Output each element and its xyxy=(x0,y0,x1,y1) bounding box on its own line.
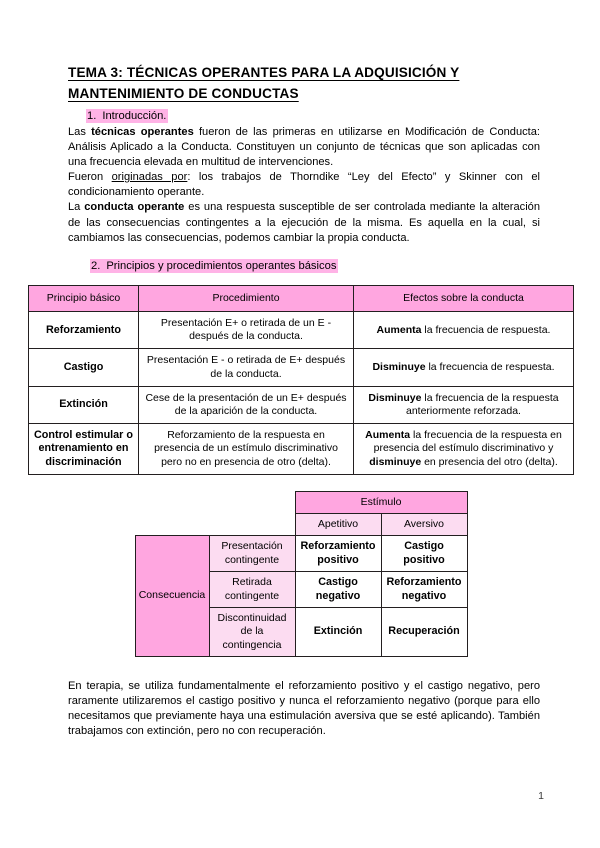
intro-p3-rest: es una respuesta susceptible de ser controlada mediante la alteración de las consecuencias contingentes a la ejecución de la misma. Es aquella en la cual, si cambiamos las consecuencias, podemos cambiar la propia conducta. xyxy=(68,201,540,244)
intro-p2-underlined: originadas por xyxy=(111,171,188,184)
table-row xyxy=(29,349,574,386)
efecto-keyword-2: disminuye xyxy=(369,455,422,468)
efecto-keyword: Aumenta xyxy=(365,429,411,442)
matrix-cell-castigo-negativo: Castigo negativo xyxy=(295,572,381,608)
cell-principio-castigo: Castigo xyxy=(29,349,139,386)
intro-p1-rest: fueron de las primeras en utilizarse en Modificación de Conducta: Análisis Aplicado a la Conducta. Constituyen un conjunto de técnicas que son aplicadas con una frecuencia elevada en multitud de intervenciones. xyxy=(68,126,541,169)
matrix-spacer-right xyxy=(209,513,295,535)
efecto-text: la frecuencia de la respuesta anteriormente reforzada. xyxy=(406,391,559,417)
intro-p3-prefix: La xyxy=(68,201,85,214)
cell-efecto-extincion xyxy=(354,386,574,423)
matrix-corner-spacer-right xyxy=(209,491,295,513)
section-2-label: Principios y procedimientos operantes básicos xyxy=(106,259,337,272)
section-1-label: Introducción. xyxy=(102,110,167,122)
intro-p3-bold: conducta operante xyxy=(84,201,185,214)
matrix-cell-recuperacion: Recuperación xyxy=(381,608,467,657)
paragraph-tecnicas-operantes xyxy=(68,125,540,170)
table-principios-basicos xyxy=(28,285,574,475)
th-procedimiento: Procedimiento xyxy=(139,285,354,311)
section-heading-introduccion xyxy=(68,108,540,124)
th-efectos: Efectos sobre la conducta xyxy=(354,285,574,311)
matrix-rowlabel-discontinuidad: Discontinuidad de la contingencia xyxy=(209,608,295,657)
matrix-col-header-row xyxy=(135,513,467,535)
intro-p2-rest: : los trabajos de Thorndike “Ley del Efecto” y Skinner con el condicionamiento operante. xyxy=(68,171,540,199)
intro-p2-prefix: Fueron xyxy=(68,171,112,184)
matrix-cell-reforzamiento-positivo: Reforzamiento positivo xyxy=(295,536,381,572)
matrix-corner-spacer-left xyxy=(135,491,209,513)
cell-efecto-castigo xyxy=(354,349,574,386)
cell-principio-reforzamiento: Reforzamiento xyxy=(29,311,139,348)
page-title-line-1: TEMA 3: TÉCNICAS OPERANTES PARA LA ADQUISICIÓN Y xyxy=(68,65,460,80)
matrix-cell-reforzamiento-negativo: Reforzamiento negativo xyxy=(381,572,467,608)
matrix-spacer-left xyxy=(135,513,209,535)
efecto-text: la frecuencia de respuesta. xyxy=(425,360,555,373)
cell-procedimiento-reforzamiento: Presentación E+ o retirada de un E - después de la conducta. xyxy=(139,311,354,348)
matrix-row-presentacion xyxy=(135,536,467,572)
matrix-rowlabel-presentacion-contingente: Presentación contingente xyxy=(209,536,295,572)
cell-efecto-reforzamiento xyxy=(354,311,574,348)
paragraph-closing-terapia: En terapia, se utiliza fundamentalmente el reforzamiento positivo y el castigo negativo, pero raramente utilizaremos el castigo positivo y nunca el reforzamiento negativo (porque para ello necesitamos que previamente haya una estimulación aversiva que se esté aplicando). También trabajamos con extinción, pero no con recuperación. xyxy=(68,679,540,738)
matrix-col-aversivo: Aversivo xyxy=(381,513,467,535)
matrix-col-apetitivo: Apetitivo xyxy=(295,513,381,535)
intro-p1-bold: técnicas operantes xyxy=(91,126,194,138)
matrix-group-header-row xyxy=(135,491,467,513)
cell-principio-control-estimular: Control estimular o entrenamiento en discriminación xyxy=(29,424,139,475)
matrix-col-group-estimulo: Estímulo xyxy=(295,491,467,513)
cell-procedimiento-control-estimular: Reforzamiento de la respuesta en presencia de un estímulo discriminativo pero no en presencia de otro (delta). xyxy=(139,424,354,475)
page-title xyxy=(68,62,540,104)
table-row xyxy=(29,386,574,423)
paragraph-conducta-operante xyxy=(68,200,540,245)
efecto-text: en presencia del otro (delta). xyxy=(421,455,558,468)
efecto-text: la frecuencia de respuesta. xyxy=(421,323,551,336)
paragraph-originadas-por xyxy=(68,170,540,200)
cell-principio-extincion: Extinción xyxy=(29,386,139,423)
table-header-row xyxy=(29,285,574,311)
matrix-cell-extincion: Extinción xyxy=(295,608,381,657)
matrix-row-group-consecuencia: Consecuencia xyxy=(135,536,209,657)
cell-procedimiento-castigo: Presentación E - o retirada de E+ después de la conducta. xyxy=(139,349,354,386)
th-principio-basico: Principio básico xyxy=(29,285,139,311)
table-estimulo-consecuencia xyxy=(135,491,468,657)
section-1-number: 1. xyxy=(87,110,97,122)
cell-efecto-control-estimular xyxy=(354,424,574,475)
table-row xyxy=(29,311,574,348)
matrix-cell-castigo-positivo: Castigo positivo xyxy=(381,536,467,572)
table-matriz-wrapper xyxy=(62,491,540,657)
section-heading-principios xyxy=(68,258,540,274)
page-title-line-2: MANTENIMIENTO DE CONDUCTAS xyxy=(68,86,299,101)
section-2-number: 2. xyxy=(91,259,101,272)
cell-procedimiento-extincion: Cese de la presentación de un E+ después de la aparición de la conducta. xyxy=(139,386,354,423)
efecto-keyword: Disminuye xyxy=(372,360,426,373)
table-row xyxy=(29,424,574,475)
efecto-keyword: Aumenta xyxy=(376,323,422,336)
intro-p1-prefix: Las xyxy=(68,126,92,138)
matrix-rowlabel-retirada-contingente: Retirada contingente xyxy=(209,572,295,608)
page-number: 1 xyxy=(538,790,544,802)
efecto-keyword: Disminuye xyxy=(368,391,422,404)
efecto-text-mid: la frecuencia de la respuesta en presencia del estímulo discriminativo y xyxy=(373,429,562,455)
